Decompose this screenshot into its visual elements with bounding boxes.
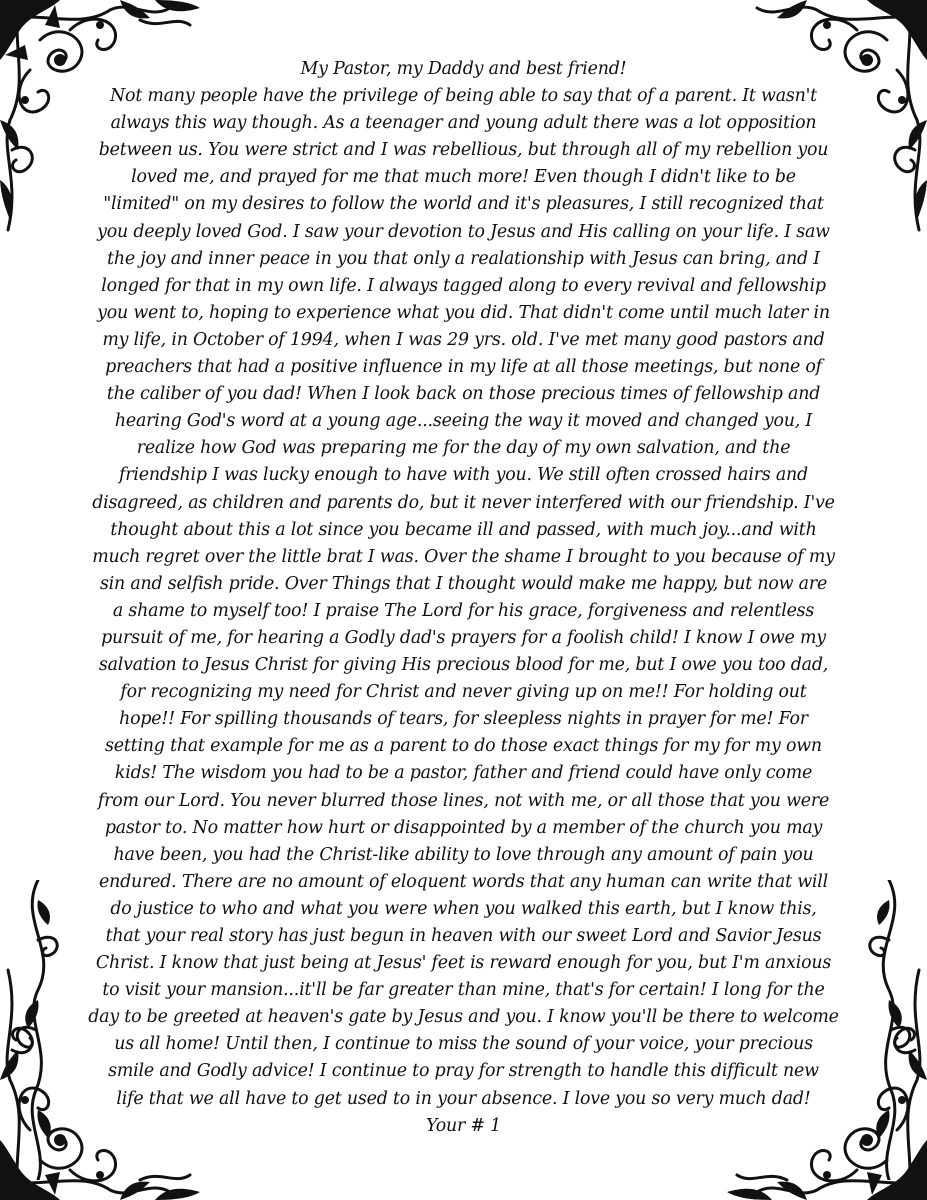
letter-line: preachers that had a positive influence in my life at all those meetings, but none of [105, 357, 822, 378]
letter-line: between us. You were strict and I was rebellious, but through all of my rebellion you [98, 140, 829, 161]
letter-line: pursuit of me, for hearing a Godly dad's prayers for a foolish child! I know I owe my [101, 627, 826, 648]
letter-line: thought about this a lot since you became ill and passed, with much joy...and with [110, 519, 817, 540]
letter-line: kids! The wisdom you had to be a pastor, father and friend could have only come [114, 763, 813, 784]
letter-line: Christ. I know that just being at Jesus' feet is reward enough for you, but I'm anxious [95, 953, 832, 974]
letter-line: day to be greeted at heaven's gate by Jesus and you. I know you'll be there to welcome [88, 1007, 839, 1028]
letter-line: realize how God was preparing me for the day of my own salvation, and the [136, 438, 791, 459]
letter-line: disagreed, as children and parents do, but it never interfered with our friendship. I've [92, 492, 835, 513]
letter-body [60, 56, 867, 1140]
letter-line: from our Lord. You never blurred those lines, not with me, or all those that you were [97, 790, 830, 811]
letter-line: friendship I was lucky enough to have with you. We still often crossed hairs and [119, 465, 808, 486]
letter-line: hearing God's word at a young age...seeing the way it moved and changed you, I [114, 411, 813, 432]
letter-line: that your real story has just begun in heaven with our sweet Lord and Savior Jesus [105, 926, 822, 946]
letter-line: life that we all have to get used to in your absence. I love you so very much dad! [116, 1088, 811, 1109]
letter-line: us all home! Until then, I continue to miss the sound of your voice, your precious [114, 1034, 813, 1055]
letter-line: always this way though. As a teenager and young adult there was a lot opposition [110, 113, 817, 134]
letter-line: salvation to Jesus Christ for giving His precious blood for me, but I owe you too dad, [98, 655, 829, 676]
letter-line: setting that example for me as a parent to do those exact things for my for my own [105, 736, 822, 757]
side-vine-ornament-right [859, 880, 919, 1180]
letter-line: you went to, hoping to experience what you did. That didn't come until much later in [97, 302, 830, 323]
letter-line: the joy and inner peace in you that only a realationship with Jesus can bring, and I [107, 248, 820, 269]
letter-title: My Pastor, my Daddy and best friend! [300, 59, 627, 79]
letter-line: smile and Godly advice! I continue to pray for strength to handle this difficult new [108, 1061, 819, 1082]
letter-line: to visit your mansion...it'll be far greater than mine, that's for certain! I long for the [102, 980, 825, 1001]
letter-line: "limited" on my desires to follow the world and it's pleasures, I still recognized that [103, 194, 824, 215]
side-vine-ornament-left [8, 880, 68, 1180]
letter-line: sin and selfish pride. Over Things that I thought would make me happy, but now are [99, 573, 828, 594]
letter-line: longed for that in my own life. I always tagged along to every revival and fellowship [101, 275, 826, 296]
letter-line: my life, in October of 1994, when I was 29 yrs. old. I've met many good pastors and [102, 329, 825, 350]
letter-line: hope!! For spilling thousands of tears, for sleepless nights in prayer for me! For [119, 709, 808, 730]
letter-line: endured. There are no amount of eloquent words that any human can write that will [99, 871, 828, 892]
letter-line: have been, you had the Christ-like ability to love through any amount of pain you [113, 844, 814, 865]
letter-line: for recognizing my need for Christ and never giving up on me!! For holding out [120, 682, 807, 703]
letter-signature: Your # 1 [425, 1115, 502, 1136]
letter-line: loved me, and prayed for me that much more! Even though I didn't like to be [131, 167, 796, 188]
letter-line: the caliber of you dad! When I look back on those precious times of fellowship and [106, 384, 821, 405]
letter-line: a shame to myself too! I praise The Lord for his grace, forgiveness and relentless [112, 600, 815, 621]
letter-line: you deeply loved God. I saw your devotion to Jesus and His calling on your life. I saw [97, 221, 830, 242]
letter-line: Not many people have the privilege of being able to say that of a parent. It wasn't [110, 86, 817, 107]
letter-line: pastor to. No matter how hurt or disappointed by a member of the church you may [104, 817, 823, 838]
letter-line: much regret over the little brat I was. Over the shame I brought to you because of my [92, 546, 835, 567]
letter-line: do justice to who and what you were when you walked this earth, but I know this, [110, 898, 817, 919]
